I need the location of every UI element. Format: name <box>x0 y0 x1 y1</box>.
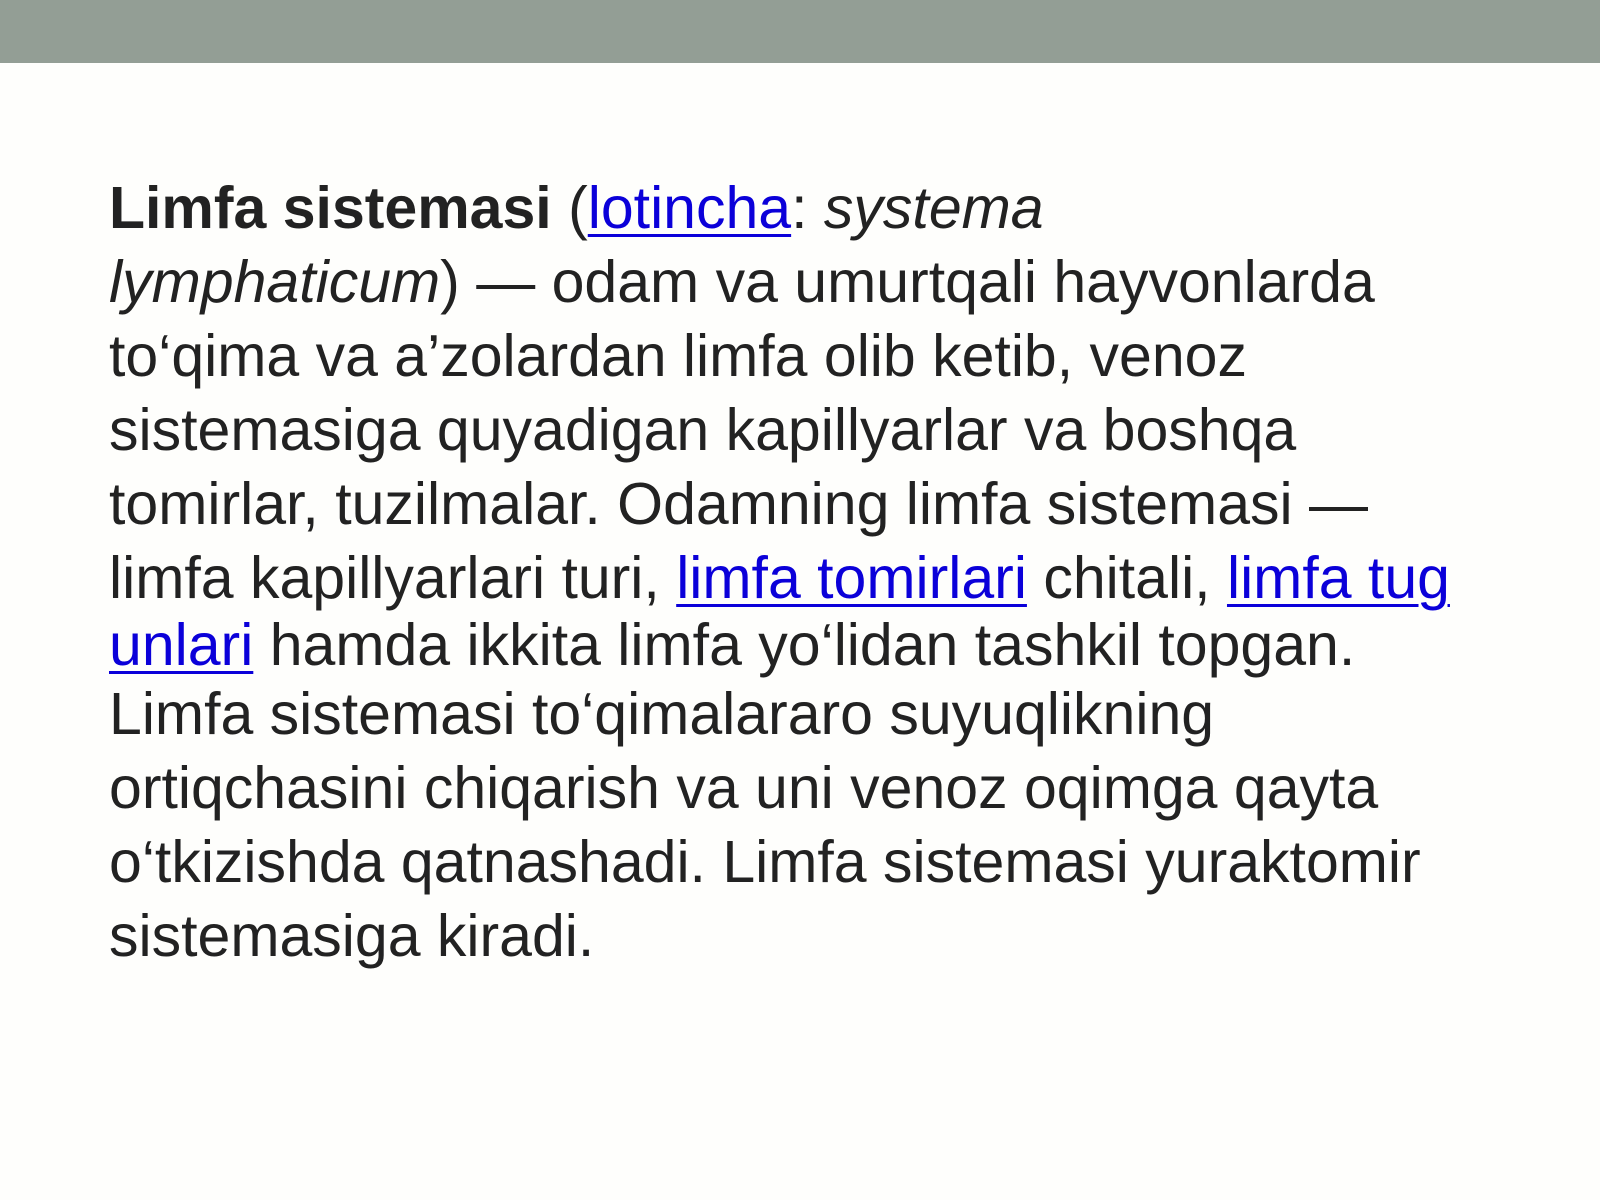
line-10: o‘tkizishda qatnashadi. Limfa sistemasi yuraktomir <box>109 829 1421 895</box>
slide-paragraph <box>109 171 1569 973</box>
language-link[interactable]: lotincha <box>587 175 792 241</box>
colon: : <box>791 175 824 241</box>
lymph-nodes-link-part2[interactable]: unlari <box>109 612 254 678</box>
line-4: sistemasiga quyadigan kapillyarlar va boshqa <box>109 397 1297 463</box>
line-7-text: hamda ikkita limfa yo‘lidan tashkil topgan. <box>253 612 1356 678</box>
line-5: tomirlar, tuzilmalar. Odamning limfa sistemasi — <box>109 471 1369 537</box>
definition-start: ) — odam va umurtqali hayvonlarda <box>440 249 1375 315</box>
latin-name-part1: systema <box>823 175 1044 241</box>
line-1 <box>109 171 1569 245</box>
line-6-middle: chitali, <box>1026 545 1227 611</box>
term-heading: Limfa sistemasi <box>109 175 552 241</box>
paren-open: ( <box>551 175 588 241</box>
lymph-vessels-link[interactable]: limfa tomirlari <box>676 545 1027 611</box>
line-3: to‘qima va a’zolardan limfa olib ketib, venoz <box>109 323 1247 389</box>
line-9: ortiqchasini chiqarish va uni venoz oqimga qayta <box>109 755 1379 821</box>
line-7 <box>109 613 1569 677</box>
line-11: sistemasiga kiradi. <box>109 903 595 969</box>
line-6 <box>109 541 1569 615</box>
latin-name-part2: lymphaticum <box>109 249 441 315</box>
lymph-nodes-link-part1[interactable]: limfa tug <box>1226 545 1450 611</box>
line-2 <box>109 245 1569 319</box>
line-6-text: limfa kapillyarlari turi, <box>109 545 677 611</box>
line-8: Limfa sistemasi to‘qimalararo suyuqlikning <box>109 681 1215 747</box>
header-bar <box>0 0 1600 63</box>
